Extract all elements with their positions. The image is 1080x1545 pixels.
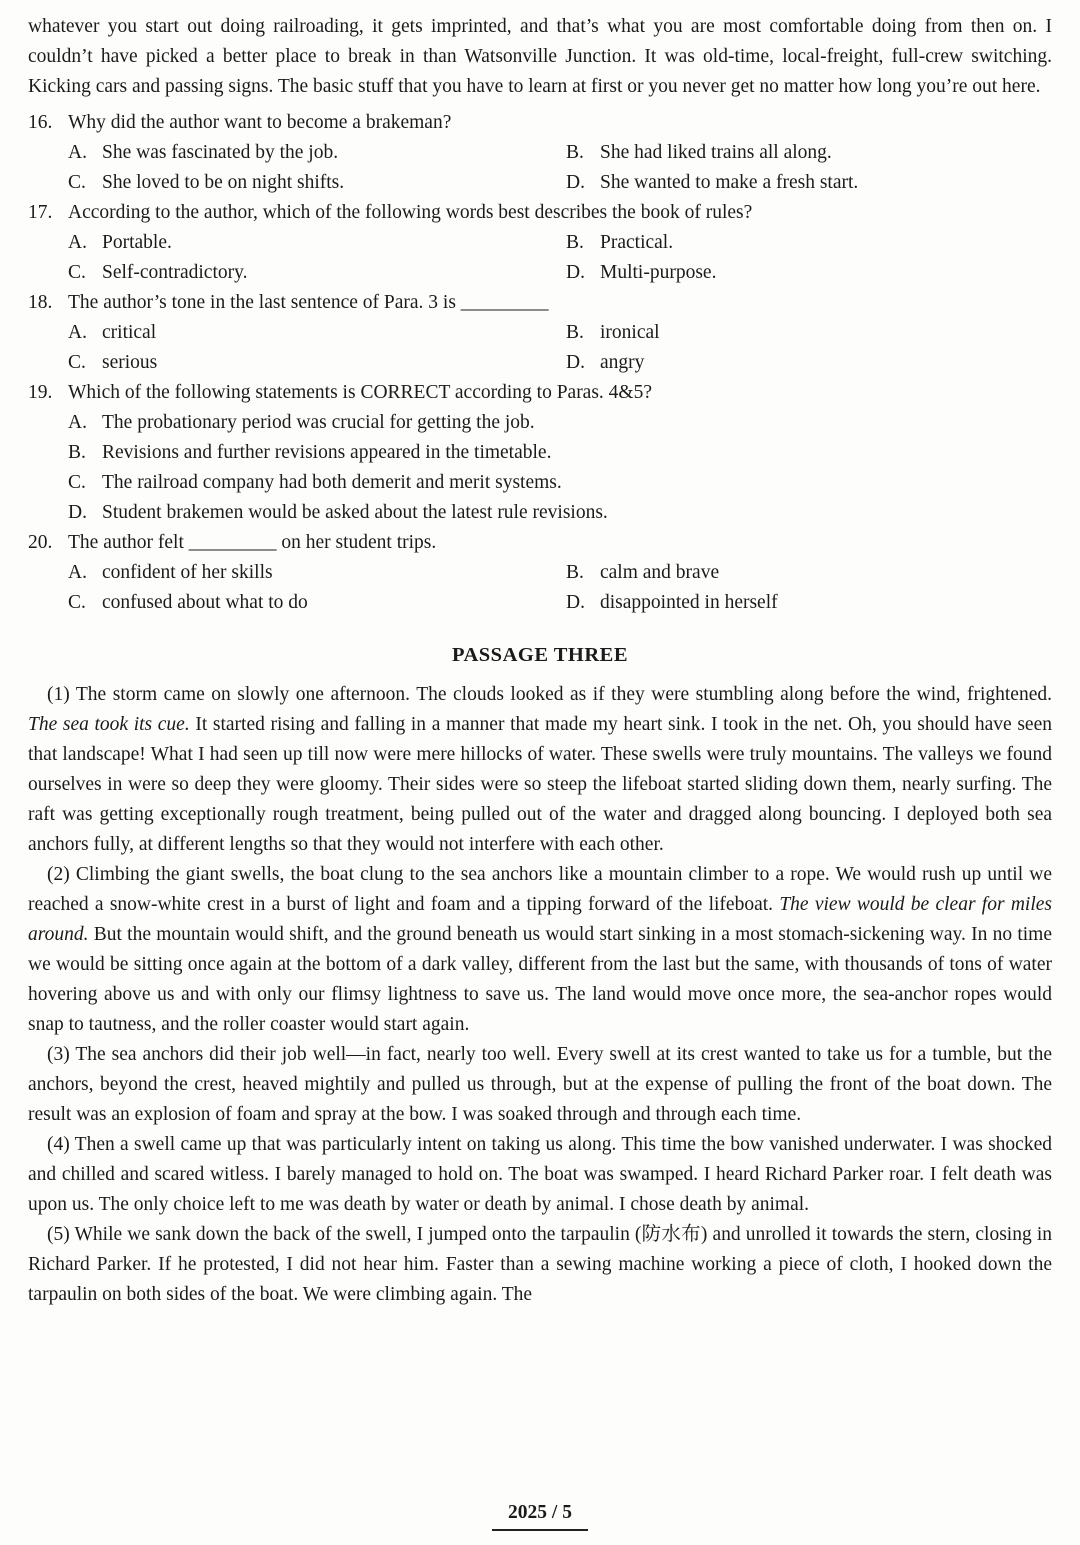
question-stem-row: [28, 198, 1052, 228]
question-number: 19.: [28, 382, 53, 403]
option-text: angry: [600, 352, 645, 373]
text-run: (2) Climbing the giant swells, the boat clung to the sea anchors like a mountain climber to a rope. We would rush up until we reached a snow-white crest in a burst of light and foam and a tipping forward of the lifeboat.: [28, 864, 1052, 915]
option-text: confused about what to do: [102, 592, 308, 613]
option-item: [68, 588, 566, 618]
questions-section: [28, 108, 1052, 618]
option-item: [68, 138, 566, 168]
option-text: Practical.: [600, 232, 674, 253]
passage-paragraph-5: [28, 1220, 1052, 1310]
text-run: (3) The sea anchors did their job well—in fact, nearly too well. Every swell at its crest wanted to take us for a tumble, but the anchors, beyond the crest, heaved mightily and pulled us through, but at the expense of pulling the front of the boat down. The result was an explosion of foam and spray at the bow. I was soaked through and through each time.: [28, 1044, 1052, 1125]
question-stem-row: [28, 288, 1052, 318]
option-text: She loved to be on night shifts.: [102, 172, 345, 193]
option-item: [68, 468, 1052, 498]
text-run: (4) Then a swell came up that was particularly intent on taking us along. This time the bow vanished underwater. I was shocked and chilled and scared witless. I barely managed to hold on. The boat was swamped. I heard Richard Parker roar. I felt death was upon us. The only choice left to me was death by water or death by animal. I chose death by animal.: [28, 1134, 1052, 1215]
question-item-17: [28, 198, 1052, 288]
options-list: [68, 408, 1052, 528]
option-label: B.: [566, 232, 584, 253]
question-stem: The author felt _________ on her student trips.: [68, 532, 437, 553]
page-footer: [28, 1488, 1052, 1531]
option-text: Student brakemen would be asked about the latest rule revisions.: [102, 502, 608, 523]
option-text: ironical: [600, 322, 660, 343]
option-label: B.: [566, 322, 584, 343]
passage-title: PASSAGE THREE: [451, 644, 629, 666]
passage-paragraph-1: [28, 680, 1052, 860]
option-label: C.: [68, 472, 86, 493]
option-text: confident of her skills: [102, 562, 273, 583]
question-stem: Which of the following statements is CORRECT according to Paras. 4&5?: [68, 382, 653, 403]
option-label: A.: [68, 232, 87, 253]
option-label: C.: [68, 172, 86, 193]
question-stem: According to the author, which of the following words best describes the book of rules?: [68, 202, 753, 223]
passage-paragraph-4: [28, 1130, 1052, 1220]
option-item: [68, 168, 566, 198]
option-label: D.: [566, 592, 585, 613]
option-item: [68, 408, 1052, 438]
passage-paragraph-3: [28, 1040, 1052, 1130]
question-number: 20.: [28, 532, 53, 553]
option-label: D.: [566, 172, 585, 193]
options-list: [68, 138, 1052, 198]
option-item: [566, 588, 1052, 618]
option-item: [68, 498, 1052, 528]
italic-text-run: The view would be clear for miles around.: [28, 894, 1052, 945]
option-label: C.: [68, 262, 86, 283]
option-text: The probationary period was crucial for getting the job.: [102, 412, 535, 433]
question-stem-row: [28, 528, 1052, 558]
options-list: [68, 228, 1052, 288]
option-text: The railroad company had both demerit and merit systems.: [102, 472, 562, 493]
option-label: B.: [566, 562, 584, 583]
option-item: [68, 258, 566, 288]
passage-body: [28, 680, 1052, 1310]
question-stem-row: [28, 378, 1052, 408]
question-item-20: [28, 528, 1052, 618]
question-stem-row: [28, 108, 1052, 138]
italic-text-run: The sea took its cue.: [28, 714, 190, 735]
text-run: (5) While we sank down the back of the swell, I jumped onto the tarpaulin (防水布) and unrolled it towards the stern, closing in Richard Parker. If he protested, I did not hear him. Faster than a sewing machine working a piece of cloth, I hooked down the tarpaulin on both sides of the boat. We were climbing again. The: [28, 1224, 1052, 1305]
question-stem: The author’s tone in the last sentence of Para. 3 is _________: [68, 292, 549, 313]
text-run: But the mountain would shift, and the ground beneath us would start sinking in a most stomach-sickening way. In no time we would be sitting once again at the bottom of a dark valley, different from the last but the same, with thousands of tons of water hovering above us and with only our flimsy lightness to save us. The land would move once more, the sea-anchor ropes would snap to tautness, and the roller coaster would start again.: [28, 924, 1052, 1035]
option-item: [68, 228, 566, 258]
options-list: [68, 318, 1052, 378]
option-label: B.: [68, 442, 86, 463]
option-label: C.: [68, 592, 86, 613]
option-item: [68, 438, 1052, 468]
passage-paragraph-2: [28, 860, 1052, 1040]
option-text: critical: [102, 322, 157, 343]
option-label: D.: [566, 262, 585, 283]
option-label: A.: [68, 142, 87, 163]
option-text: She was fascinated by the job.: [102, 142, 339, 163]
option-label: C.: [68, 352, 86, 373]
option-text: She wanted to make a fresh start.: [600, 172, 859, 193]
text-run: (1) The storm came on slowly one afternoon. The clouds looked as if they were stumbling along before the wind, frightened.: [47, 684, 1052, 705]
question-item-19: [28, 378, 1052, 528]
question-item-16: [28, 108, 1052, 198]
option-text: calm and brave: [600, 562, 720, 583]
page-number: 2025 / 5: [492, 1498, 588, 1531]
option-label: A.: [68, 322, 87, 343]
question-number: 17.: [28, 202, 53, 223]
option-label: B.: [566, 142, 584, 163]
option-text: serious: [102, 352, 158, 373]
options-list: [68, 558, 1052, 618]
option-item: [68, 348, 566, 378]
option-text: disappointed in herself: [600, 592, 778, 613]
option-label: A.: [68, 562, 87, 583]
option-item: [566, 138, 1052, 168]
option-text: Multi-purpose.: [600, 262, 717, 283]
option-item: [566, 318, 1052, 348]
option-item: [566, 168, 1052, 198]
text-run: It started rising and falling in a manner that made my heart sink. I took in the net. Oh, you should have seen that landscape! What I had seen up till now were mere hillocks of water. These swells were truly mountains. The valleys we found ourselves in were so deep they were gloomy. Their sides were so steep the lifeboat started sliding down them, nearly surfing. The raft was getting exceptionally rough treatment, being pulled out of the water and dragged along bouncing. I deployed both sea anchors fully, at different lengths so that they would not interfere with each other.: [28, 714, 1052, 855]
option-item: [68, 558, 566, 588]
option-item: [566, 258, 1052, 288]
intro-paragraph: whatever you start out doing railroading, it gets imprinted, and that’s what you are most comfortable doing from then on. I couldn’t have picked a better place to break in than Watsonville Junction. It was old-time, local-freight, full-crew switching. Kicking cars and passing signs. The basic stuff that you have to learn at first or you never get no matter how long you’re out here.: [28, 16, 1052, 97]
option-item: [566, 348, 1052, 378]
option-label: D.: [566, 352, 585, 373]
question-item-18: [28, 288, 1052, 378]
option-label: D.: [68, 502, 87, 523]
option-item: [566, 228, 1052, 258]
option-text: Self-contradictory.: [102, 262, 248, 283]
option-item: [566, 558, 1052, 588]
option-label: A.: [68, 412, 87, 433]
question-number: 18.: [28, 292, 53, 313]
question-stem: Why did the author want to become a brakeman?: [68, 112, 452, 133]
option-text: Portable.: [102, 232, 172, 253]
option-text: She had liked trains all along.: [600, 142, 832, 163]
question-number: 16.: [28, 112, 53, 133]
option-item: [68, 318, 566, 348]
option-text: Revisions and further revisions appeared in the timetable.: [102, 442, 552, 463]
